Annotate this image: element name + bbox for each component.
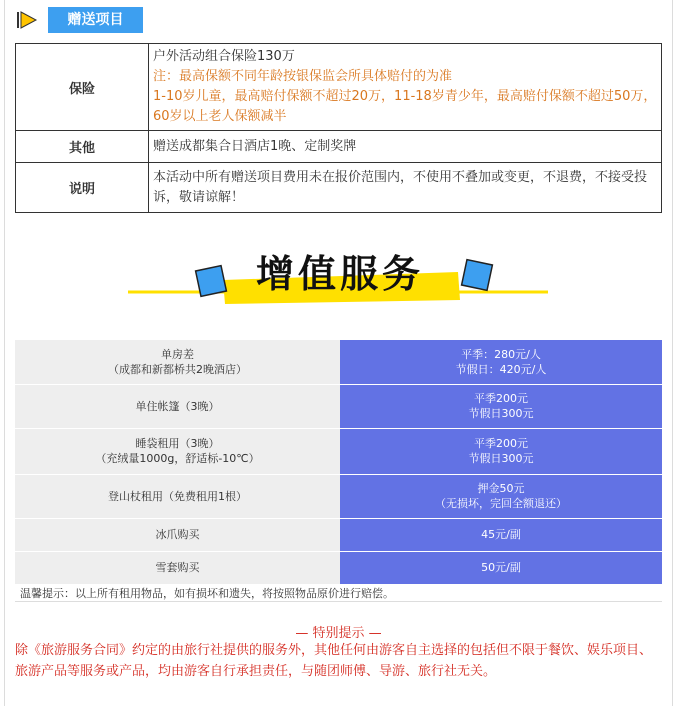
service-item: 单住帐篷（3晚） <box>15 384 340 428</box>
table-row <box>15 428 662 474</box>
service-price: 平季200元 节假日300元 <box>340 428 662 474</box>
table-row <box>15 474 662 518</box>
table-row <box>15 518 662 551</box>
table-row <box>16 163 662 213</box>
special-notice-line: 除《旅游服务合同》约定的由旅行社提供的服务外，其他任何由游客自主选择的包括但不限于餐饮、娱乐项目、 <box>15 643 653 658</box>
notice-line: 本活动中所有赠送项目费用未在报价范围内，不使用不叠加或变更，不退费，不接受投 <box>153 169 648 185</box>
divider <box>15 601 662 602</box>
row-label: 保险 <box>16 44 149 131</box>
insurance-note: 1-10岁儿童，最高赔付保额不超过20万，11-18岁青少年，最高赔付保额不超过50万， <box>153 89 657 104</box>
special-notice-line: 旅游产品等服务或产品，均由游客自行承担责任，与随团师傅、导游、旅行社无关。 <box>15 664 497 679</box>
service-item: 冰爪购买 <box>15 518 340 551</box>
special-notice-body <box>15 640 665 682</box>
insurance-note: 注：最高保额不同年龄按银保监会所具体赔付的为准 <box>153 69 453 84</box>
gift-table <box>15 43 662 213</box>
service-item: 单房差 （成都和新都桥共2晚酒店） <box>15 340 340 384</box>
service-item: 登山杖租用（免费租用1根） <box>15 474 340 518</box>
table-row <box>15 551 662 584</box>
insurance-note: 60岁以上老人保额减半 <box>153 109 287 124</box>
row-label: 说明 <box>16 163 149 213</box>
table-row <box>16 131 662 163</box>
row-value <box>149 44 662 131</box>
service-price: 50元/副 <box>340 551 662 584</box>
special-notice-title: — 特别提示 — <box>295 626 382 641</box>
section-tag: 赠送项目 <box>48 7 143 33</box>
services-table <box>15 340 662 585</box>
other-line: 赠送成都集合日酒店1晚、定制奖牌 <box>153 138 357 154</box>
rental-tip: 温馨提示：以上所有租用物品，如有损坏和遗失，将按照物品原价进行赔偿。 <box>20 587 394 600</box>
notice-line: 诉，敬请谅解！ <box>153 189 245 205</box>
insurance-line: 户外活动组合保险130万 <box>153 49 295 64</box>
row-label: 其他 <box>16 131 149 163</box>
service-item: 睡袋租用（3晚） （充绒量1000g，舒适标-10℃） <box>15 428 340 474</box>
table-row <box>16 44 662 131</box>
play-flag-icon <box>16 10 38 30</box>
service-price: 45元/副 <box>340 518 662 551</box>
service-item: 雪套购买 <box>15 551 340 584</box>
table-row <box>15 384 662 428</box>
service-price: 平季200元 节假日300元 <box>340 384 662 428</box>
service-price: 平季：280元/人 节假日：420元/人 <box>340 340 662 384</box>
service-price: 押金50元 （无损坏，完回全额退还） <box>340 474 662 518</box>
banner-title: 增值服务 <box>255 252 424 296</box>
row-value <box>149 131 662 163</box>
table-row <box>15 340 662 384</box>
row-value <box>149 163 662 213</box>
